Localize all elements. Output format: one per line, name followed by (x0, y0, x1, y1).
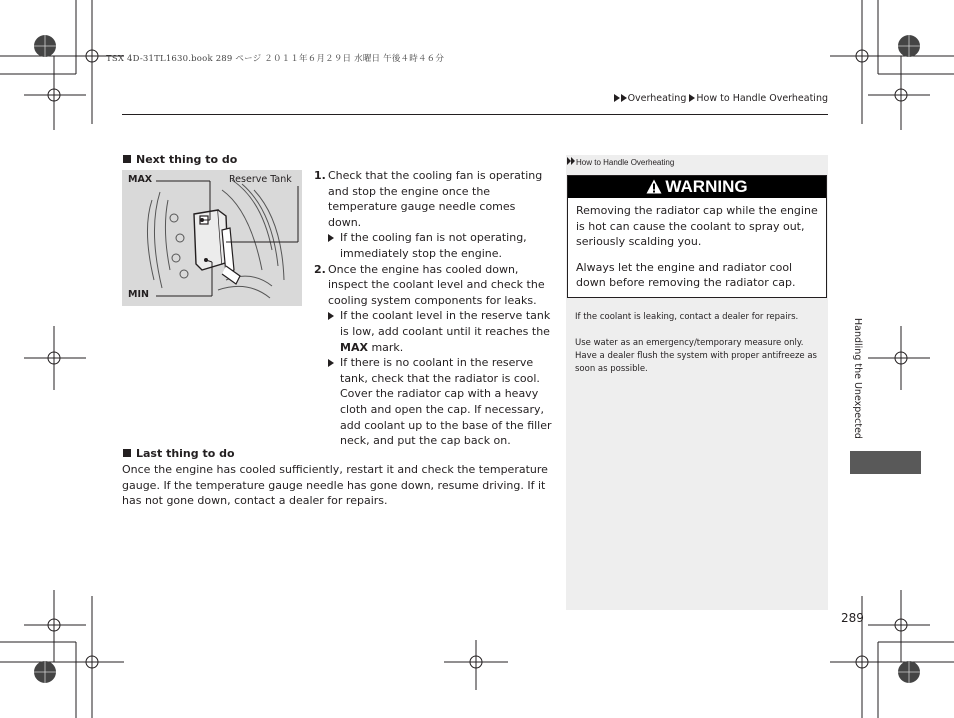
step-2 (314, 262, 552, 309)
last-thing-paragraph: Once the engine has cooled sufficiently, restart it and check the temperature gauge. If the temperature gauge needle has gone down, resume driving. If it has not gone down, contact a dealer for repairs. (122, 463, 548, 508)
breadcrumb-arrow-icon (614, 94, 620, 102)
figure-label-max: MAX (128, 174, 153, 185)
side-tab-marker (850, 451, 921, 474)
step-2-substep-1 (328, 308, 552, 355)
warning-box (567, 175, 827, 298)
side-tab-title: Handling the Unexpected (852, 318, 863, 439)
figure-label-min: MIN (128, 289, 149, 300)
max-mark-label: MAX (340, 340, 368, 354)
warning-paragraph-1: Removing the radiator cap while the engine is hot can cause the coolant to spray out, seriously scalding you. (576, 204, 818, 249)
breadcrumb (614, 93, 828, 104)
warning-triangle-icon (646, 179, 662, 194)
step-number: 1. (314, 169, 326, 182)
engine-illustration (122, 170, 302, 306)
reserve-tank-figure (122, 170, 302, 306)
section-heading-last: Last thing to do (123, 447, 235, 460)
step-1 (314, 168, 552, 230)
section-heading-next: Next thing to do (123, 153, 237, 166)
panel-reference[interactable]: How to Handle Overheating (567, 157, 674, 167)
warning-paragraph-2: Always let the engine and radiator cool down before removing the radiator cap. (576, 260, 796, 290)
warning-header (568, 176, 826, 198)
panel-note-1: If the coolant is leaking, contact a dealer for repairs. (575, 312, 799, 322)
square-bullet-icon (123, 449, 131, 457)
steps-list (314, 168, 552, 449)
substep-arrow-icon (328, 234, 334, 242)
step-number: 2. (314, 262, 326, 276)
substep-text: If the cooling fan is not operating, immediately stop the engine. (340, 231, 527, 260)
substep-text: If the coolant level in the reserve tank is low, add coolant until it reaches the MAX mark. (340, 309, 551, 354)
breadcrumb-arrow-icon (621, 94, 627, 102)
substep-arrow-icon (328, 359, 334, 367)
square-bullet-icon (123, 155, 131, 163)
warning-text (576, 203, 824, 291)
figure-label-reserve-tank: Reserve Tank (229, 174, 292, 185)
breadcrumb-item-how-to-handle[interactable]: How to Handle Overheating (696, 93, 828, 104)
substep-text: If there is no coolant in the reserve tank, check that the radiator is cool. Cover the radiator cap with a heavy cloth and open the cap. If necessary, add coolant up to the base of the filler neck, and put the cap back on. (340, 356, 552, 448)
substep-arrow-icon (328, 312, 334, 320)
step-2-substep-2 (328, 355, 552, 449)
breadcrumb-arrow-icon (689, 94, 695, 102)
warning-title: WARNING (665, 177, 748, 196)
header-divider (122, 114, 828, 115)
double-arrow-icon (567, 157, 576, 165)
step-text: Check that the cooling fan is operating and stop the engine once the temperature gauge needle comes down. (328, 169, 543, 229)
step-1-substep (328, 230, 552, 261)
breadcrumb-item-overheating[interactable]: Overheating (627, 93, 687, 104)
step-text: Once the engine has cooled down, inspect the coolant level and check the cooling system components for leaks. (328, 262, 545, 307)
page-number: 289 (841, 611, 864, 625)
print-header: TSX 4D-31TL1630.book 289 ページ ２０１１年６月２９日 水曜日 午後４時４６分 (106, 54, 445, 64)
panel-note-2: Use water as an emergency/temporary measure only. Have a dealer flush the system with proper antifreeze as soon as possible. (575, 338, 817, 374)
